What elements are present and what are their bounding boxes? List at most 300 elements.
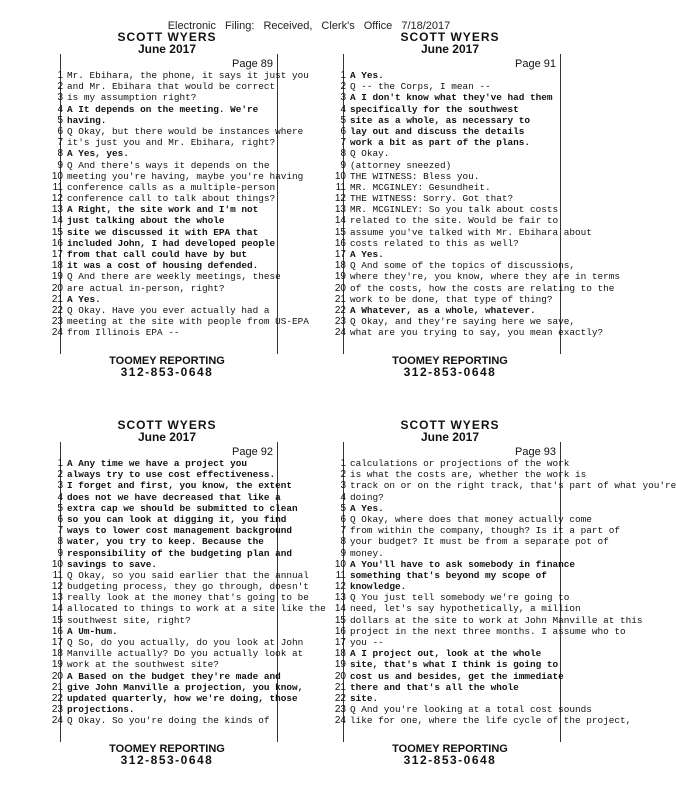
line-number: 22 <box>51 692 63 704</box>
reporter-company: TOOMEY REPORTING <box>109 355 225 367</box>
transcript-line <box>51 681 304 693</box>
deposition-date: June 2017 <box>420 430 480 444</box>
line-number: 17 <box>51 249 63 260</box>
transcript-line <box>51 294 279 305</box>
line-number: 11 <box>52 181 63 193</box>
line-number: 3 <box>340 92 346 104</box>
transcript-line <box>51 170 304 182</box>
transcript-line <box>51 160 279 171</box>
transcript-line <box>334 671 562 682</box>
line-text: it's just you and Mr. Ebihara, right? <box>67 137 276 149</box>
line-text: of the costs, how the costs are relating to the <box>350 282 615 294</box>
line-text: conference call to talk about things? <box>67 193 276 205</box>
line-number: 14 <box>51 215 63 227</box>
transcript-line <box>51 249 279 260</box>
line-number: 22 <box>334 692 346 704</box>
transcript-line <box>51 193 279 204</box>
line-text: Q So, do you actually, do you look at John <box>67 637 304 648</box>
transcript-line <box>51 569 309 581</box>
line-number: 9 <box>340 159 346 171</box>
line-text: meeting you're having, maybe you're having <box>67 170 304 182</box>
line-text: extra cap we should be submitted to clean <box>67 502 298 514</box>
line-number: 6 <box>57 125 63 137</box>
line-text: need, let's say hypothetically, a million <box>350 603 581 615</box>
line-number: 12 <box>334 581 346 593</box>
line-number: 7 <box>57 137 63 149</box>
line-text: track on or on the right track, that's part of what you're <box>350 480 676 492</box>
transcript-line <box>334 614 643 626</box>
line-text: (attorney sneezed) <box>350 159 452 171</box>
line-number: 13 <box>51 592 63 604</box>
reporter-footer <box>52 356 282 378</box>
line-text: from that call could have by but <box>67 249 248 260</box>
line-text: it was a cost of housing defended. <box>67 260 259 272</box>
line-number: 16 <box>334 237 346 249</box>
line-text: lay out and discuss the details <box>350 125 525 137</box>
transcript-line <box>334 294 562 305</box>
line-number: 1 <box>57 70 63 81</box>
witness-name: SCOTT WYERS <box>400 30 500 44</box>
line-text: MR. MCGINLEY: Gesundheit. <box>350 181 491 193</box>
line-text: savings to save. <box>67 558 158 570</box>
line-text: calculations or projections of the work <box>350 458 570 469</box>
reporter-phone: 312-853-0648 <box>403 753 497 767</box>
transcript-line <box>334 70 562 81</box>
reporter-phone: 312-853-0648 <box>120 753 214 767</box>
line-number: 16 <box>51 625 63 637</box>
line-number: 15 <box>51 614 63 626</box>
filing-stamp: Electronic Filing: Received, Clerk's Office 7/18/2017 <box>167 20 451 32</box>
line-number: 12 <box>51 581 63 593</box>
transcript-line <box>334 558 576 570</box>
line-number: 2 <box>57 81 63 93</box>
transcript-line <box>334 171 562 182</box>
transcript-line <box>51 480 293 492</box>
transcript-line <box>334 637 562 648</box>
line-text: something that's beyond my scope of <box>350 569 547 581</box>
reporter-phone: 312-853-0648 <box>403 365 497 379</box>
line-text: your budget? It must be from a separate pot of <box>350 536 609 548</box>
line-text: just talking about the whole <box>67 215 225 227</box>
line-number: 6 <box>340 513 346 525</box>
line-text: Mr. Ebihara, the phone, it says it just you <box>67 70 309 81</box>
line-number: 9 <box>57 547 63 559</box>
transcript-box <box>51 54 309 354</box>
transcript-page <box>334 30 621 379</box>
transcript-lines <box>334 70 621 339</box>
line-number: 16 <box>51 237 63 249</box>
line-number: 10 <box>334 558 346 570</box>
line-text: like for one, where the life cycle of the project, <box>350 715 632 727</box>
line-number: 12 <box>334 193 346 205</box>
line-number: 23 <box>51 704 63 716</box>
line-number: 23 <box>334 316 346 328</box>
line-text: A You'll have to ask somebody in finance <box>350 558 576 570</box>
line-number: 8 <box>340 148 346 160</box>
transcript-line <box>334 715 632 727</box>
line-number: 9 <box>340 547 346 559</box>
transcript-line <box>334 648 562 659</box>
transcript-line <box>334 271 621 283</box>
line-text: you -- <box>350 637 384 648</box>
line-number: 22 <box>334 304 346 316</box>
line-number: 15 <box>334 614 346 626</box>
line-number: 16 <box>334 625 346 637</box>
line-text: money. <box>350 547 384 559</box>
transcript-line <box>334 603 581 615</box>
line-text: dollars at the site to work at John Manville at this <box>350 614 643 626</box>
transcript-page <box>51 418 326 767</box>
transcript-lines <box>334 458 676 727</box>
transcript-page <box>51 30 309 379</box>
line-number: 24 <box>334 715 346 727</box>
transcript-line <box>51 659 279 670</box>
line-text: included John, I had developed people <box>67 237 276 249</box>
transcript-line <box>51 592 309 604</box>
transcript-line <box>334 305 562 316</box>
line-text: A Um-hum. <box>67 625 118 637</box>
page-number: Page 89 <box>232 58 273 70</box>
page-number: Page 91 <box>515 58 556 70</box>
line-number: 4 <box>57 103 63 115</box>
line-number: 4 <box>340 103 346 115</box>
line-number: 21 <box>334 293 346 305</box>
line-number: 2 <box>57 469 63 481</box>
line-text: Q And you're looking at a total cost sounds <box>350 704 592 716</box>
transcript-line <box>51 283 279 294</box>
transcript-line <box>51 316 309 328</box>
line-text: A Whatever, as a whole, whatever. <box>350 304 536 316</box>
transcript-line <box>334 104 562 115</box>
transcript-line <box>334 204 562 215</box>
line-number: 9 <box>57 159 63 171</box>
line-number: 12 <box>51 193 63 205</box>
line-number: 4 <box>57 491 63 503</box>
transcript-line <box>334 215 562 226</box>
line-text: does not we have decreased that like a <box>67 491 281 503</box>
transcript-line <box>51 536 279 547</box>
transcript-line <box>51 581 309 593</box>
line-text: Q Okay. <box>350 148 390 160</box>
witness-name: SCOTT WYERS <box>400 418 500 432</box>
transcript-line <box>334 327 604 339</box>
line-number: 10 <box>51 558 63 570</box>
line-number: 14 <box>334 603 346 615</box>
line-number: 11 <box>52 569 63 581</box>
line-number: 3 <box>57 92 63 104</box>
line-text: ways to lower cost management background <box>67 525 293 537</box>
transcript-line <box>51 238 279 249</box>
line-number: 15 <box>334 226 346 238</box>
witness-name: SCOTT WYERS <box>117 418 217 432</box>
transcript-line <box>51 70 309 81</box>
line-text: and Mr. Ebihara that would be correct <box>67 81 276 93</box>
transcript-line <box>51 115 279 126</box>
transcript-line <box>51 704 279 715</box>
line-number: 20 <box>334 282 346 294</box>
witness-name: SCOTT WYERS <box>117 30 217 44</box>
transcript-line <box>51 271 279 282</box>
line-text: MR. MCGINLEY: So you talk about costs <box>350 204 559 216</box>
line-text: THE WITNESS: Sorry. Got that? <box>350 193 514 205</box>
transcript-line <box>334 282 615 294</box>
line-text: A I project out, look at the whole <box>350 648 542 660</box>
line-number: 21 <box>334 681 346 693</box>
line-number: 18 <box>51 648 63 660</box>
transcript-line <box>334 182 562 193</box>
line-number: 5 <box>340 502 346 514</box>
line-number: 1 <box>340 70 346 81</box>
transcript-lines <box>51 458 326 727</box>
line-number: 5 <box>340 114 346 126</box>
transcript-line <box>51 626 279 637</box>
line-text: having. <box>67 114 107 126</box>
transcript-line <box>334 704 592 716</box>
line-text: A Right, the site work and I'm not <box>67 204 259 216</box>
transcript-line <box>334 137 562 148</box>
transcript-line <box>51 215 279 226</box>
line-text: from Illinois EPA -- <box>67 327 180 339</box>
line-text: allocated to things to work at a site like the <box>67 603 326 615</box>
transcript-line <box>51 227 279 238</box>
line-text: A Yes. <box>350 249 384 260</box>
reporter-phone: 312-853-0648 <box>120 365 214 379</box>
line-text: work to be done, that type of thing? <box>350 293 553 305</box>
line-text: where they're, you know, where they are in terms <box>350 271 621 283</box>
line-text: THE WITNESS: Bless you. <box>350 170 480 182</box>
line-text: site we discussed it with EPA that <box>67 226 259 238</box>
line-text: are actual in-person, right? <box>67 282 225 294</box>
line-number: 22 <box>51 304 63 316</box>
line-number: 8 <box>57 536 63 548</box>
transcript-line <box>51 458 279 469</box>
transcript-line <box>334 492 562 503</box>
transcript-line <box>334 693 562 704</box>
transcript-line <box>334 458 570 469</box>
line-number: 17 <box>51 637 63 648</box>
line-number: 7 <box>340 137 346 149</box>
line-text: site. <box>350 692 379 704</box>
line-text: I forget and first, you know, the extent <box>67 480 293 492</box>
line-number: 20 <box>334 670 346 682</box>
transcript-line <box>334 469 587 481</box>
line-text: Q And there are weekly meetings, these <box>67 271 281 283</box>
reporter-company: TOOMEY REPORTING <box>392 743 508 755</box>
line-text: Q And some of the topics of discussions, <box>350 260 576 272</box>
line-text: Q -- the Corps, I mean -- <box>350 81 491 93</box>
line-number: 19 <box>51 659 63 671</box>
transcript-line <box>334 92 562 103</box>
transcript-line <box>51 492 279 503</box>
transcript-line <box>51 615 279 626</box>
transcript-line <box>334 260 576 272</box>
reporter-footer <box>52 744 282 766</box>
line-number: 6 <box>57 513 63 525</box>
line-text: Q Okay, and they're saying here we save, <box>350 316 576 328</box>
line-text: A I don't know what they've had them <box>350 92 553 104</box>
line-text: site as a whole, as necessary to <box>350 114 531 126</box>
transcript-line <box>51 692 298 704</box>
transcript-box <box>334 442 676 742</box>
line-text: really look at the money that's going to be <box>67 592 309 604</box>
line-number: 17 <box>334 637 346 648</box>
transcript-line <box>51 603 326 615</box>
line-text: A Yes. <box>350 502 384 514</box>
line-number: 24 <box>51 327 63 339</box>
transcript-line <box>334 148 562 159</box>
transcript-line <box>334 503 562 514</box>
line-text: updated quarterly, how we're doing, those <box>67 692 298 704</box>
transcript-line <box>51 671 279 682</box>
line-number: 18 <box>334 260 346 272</box>
line-number: 7 <box>340 525 346 537</box>
line-number: 23 <box>51 316 63 328</box>
line-number: 20 <box>51 670 63 682</box>
line-text: Q And there's ways it depends on the <box>67 159 270 171</box>
line-text: is my assumption right? <box>67 92 197 104</box>
line-text: Q Okay, but there would be instances where <box>67 125 304 137</box>
line-text: site, that's what I think is going to <box>350 659 559 671</box>
transcript-line <box>334 581 562 592</box>
transcript-line <box>51 547 293 559</box>
line-text: responsibility of the budgeting plan and <box>67 547 293 559</box>
transcript-line <box>51 148 279 159</box>
transcript-line <box>334 238 562 249</box>
transcript-line <box>51 559 279 570</box>
transcript-line <box>51 125 304 137</box>
transcript-line <box>334 115 562 126</box>
line-number: 19 <box>334 271 346 283</box>
transcript-line <box>51 637 304 648</box>
line-number: 5 <box>57 502 63 514</box>
transcript-line <box>334 160 562 171</box>
line-number: 3 <box>340 480 346 492</box>
line-text: water, you try to keep. Because the <box>67 536 264 548</box>
line-text: related to the site. Would be fair to <box>350 215 559 227</box>
transcript-line <box>334 249 562 260</box>
line-number: 20 <box>51 282 63 294</box>
reporter-company: TOOMEY REPORTING <box>109 743 225 755</box>
line-number: 5 <box>57 114 63 126</box>
transcript-line <box>334 659 562 670</box>
transcript-line <box>51 715 279 726</box>
deposition-date: June 2017 <box>420 42 480 56</box>
line-number: 13 <box>334 592 346 604</box>
line-text: knowledge. <box>350 581 407 593</box>
line-number: 13 <box>51 204 63 216</box>
transcript-line <box>51 648 304 660</box>
transcript-lines <box>51 70 309 339</box>
reporter-company: TOOMEY REPORTING <box>392 355 508 367</box>
line-text: projections. <box>67 704 135 716</box>
transcript-line <box>334 480 676 492</box>
line-text: Q Okay, where does that money actually come <box>350 513 592 525</box>
line-number: 1 <box>57 458 63 469</box>
line-number: 7 <box>57 525 63 537</box>
line-text: cost us and besides, get the immediate <box>350 670 564 682</box>
transcript-line <box>334 536 609 548</box>
transcript-line <box>51 305 279 316</box>
line-number: 14 <box>334 215 346 227</box>
line-text: is what the costs are, whether the work is <box>350 469 587 481</box>
transcript-line <box>51 502 298 514</box>
line-number: 14 <box>51 603 63 615</box>
line-text: costs related to this as well? <box>350 237 519 249</box>
transcript-line <box>51 182 279 193</box>
line-number: 6 <box>340 125 346 137</box>
line-text: assume you've talked with Mr. Ebihara about <box>350 226 592 238</box>
line-text: project in the next three months. I assume who to <box>350 625 626 637</box>
line-text: A Yes. <box>350 70 384 81</box>
transcript-line <box>334 513 592 525</box>
reporter-footer <box>335 744 565 766</box>
line-number: 17 <box>334 249 346 260</box>
line-text: meeting at the site with people from US-EPA <box>67 316 309 328</box>
line-text: Q You just tell somebody we're going to <box>350 592 570 604</box>
line-number: 21 <box>51 681 63 693</box>
line-number: 18 <box>51 260 63 272</box>
line-number: 1 <box>340 458 346 469</box>
transcript-line <box>51 92 279 103</box>
line-text: conference calls as a multiple-person <box>67 181 276 193</box>
line-text: what are you trying to say, you mean exactly? <box>350 327 604 339</box>
transcript-line <box>51 327 279 338</box>
line-number: 2 <box>340 469 346 481</box>
transcript-line <box>334 226 592 238</box>
line-text: Manville actually? Do you actually look at <box>67 648 304 660</box>
line-text: give John Manville a projection, you know, <box>67 681 304 693</box>
deposition-date: June 2017 <box>137 42 197 56</box>
line-number: 4 <box>340 491 346 503</box>
line-text: work a bit as part of the plans. <box>350 137 531 149</box>
line-number: 23 <box>334 704 346 716</box>
line-text: Q Okay. Have you ever actually had a <box>67 304 270 316</box>
line-text: specifically for the southwest <box>350 103 519 115</box>
transcript-line <box>51 104 279 115</box>
transcript-line <box>334 525 621 537</box>
line-number: 18 <box>334 648 346 660</box>
line-number: 13 <box>334 204 346 216</box>
line-text: A Yes, yes. <box>67 148 129 160</box>
transcript-line <box>334 126 562 137</box>
line-text: always try to use cost effectiveness. <box>67 469 276 481</box>
transcript-line <box>334 193 562 204</box>
transcript-line <box>51 513 287 525</box>
line-text: A Any time we have a project you <box>67 458 248 469</box>
line-text: Q Okay. So you're doing the kinds of <box>67 715 270 727</box>
transcript-line <box>334 570 562 581</box>
line-text: A Yes. <box>67 293 101 305</box>
line-number: 11 <box>335 569 346 581</box>
transcript-line <box>51 260 279 271</box>
line-number: 8 <box>57 148 63 160</box>
page-number: Page 93 <box>515 446 556 458</box>
transcript-line <box>334 625 626 637</box>
line-text: doing? <box>350 491 384 503</box>
transcript-line <box>334 682 562 693</box>
transcript-line <box>51 204 279 215</box>
transcript-line <box>334 548 562 559</box>
transcript-line <box>51 469 279 480</box>
transcript-line <box>334 592 570 604</box>
transcript-line <box>51 525 293 537</box>
line-number: 10 <box>51 170 63 182</box>
line-number: 24 <box>334 327 346 339</box>
line-number: 2 <box>340 81 346 93</box>
transcript-line <box>334 81 562 92</box>
line-number: 24 <box>51 715 63 727</box>
line-number: 19 <box>51 271 63 283</box>
